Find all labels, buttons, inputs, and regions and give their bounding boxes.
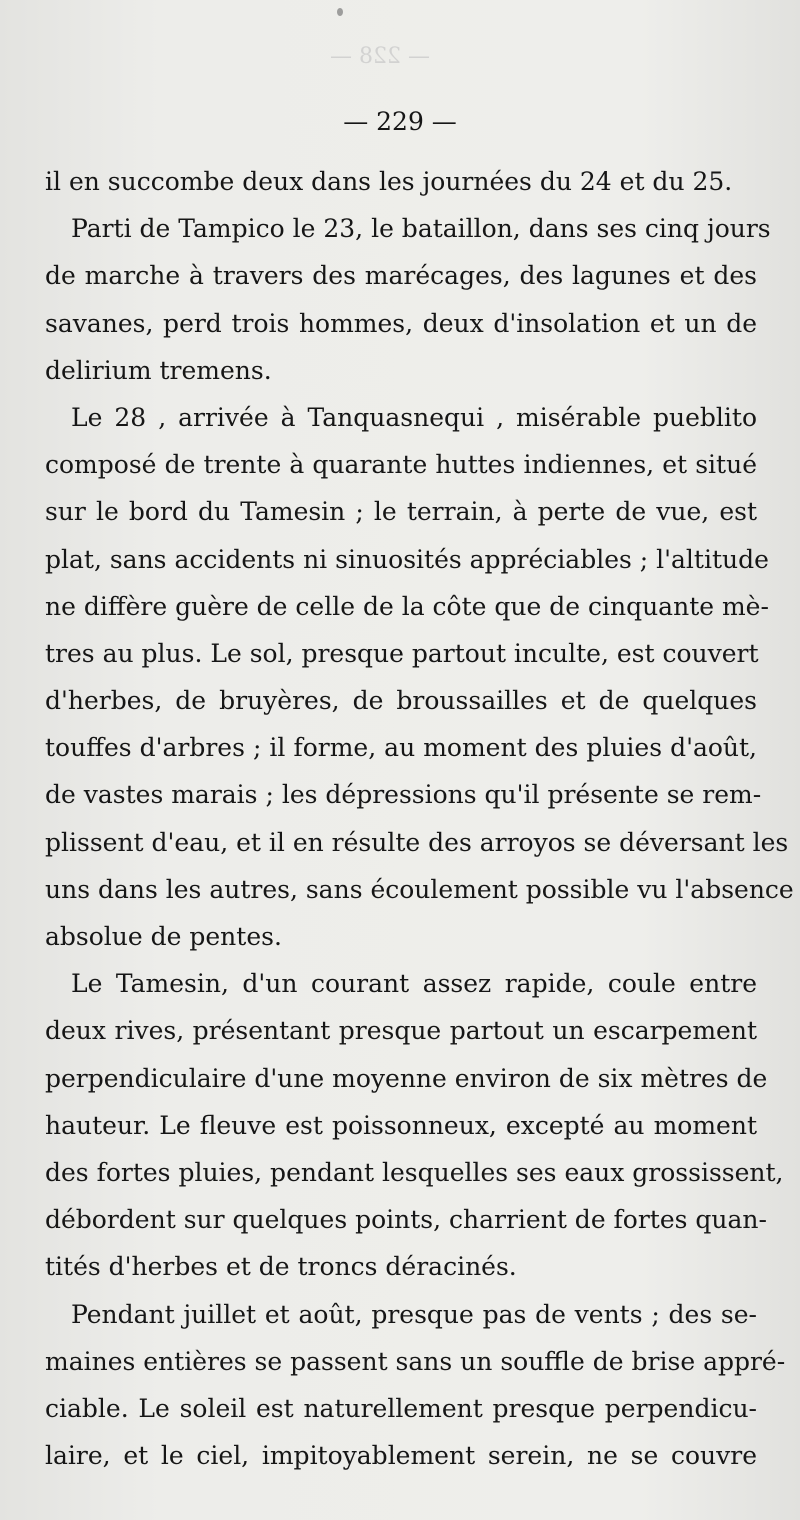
page-number: — 229 — <box>343 107 457 136</box>
text-line: touffes d'arbres ; il forme, au moment des pluies d'août, <box>45 733 757 763</box>
text-line: Le Tamesin, d'un courant assez rapide, coule entre <box>71 969 757 999</box>
text-line: sur le bord du Tamesin ; le terrain, à perte de vue, est <box>45 497 757 527</box>
text-line: d'herbes, de bruyères, de broussailles et de quelques <box>45 686 757 716</box>
text-line: Le 28 , arrivée à Tanquasnequi , misérable pueblito <box>71 402 757 432</box>
text-line: maines entières se passent sans un souffle de brise appré- <box>45 1346 786 1376</box>
bleed-through-page-number: — 228 — <box>330 44 430 69</box>
text-line: ne diffère guère de celle de la côte que de cinquante mè- <box>45 591 769 621</box>
text-line: tités d'herbes et de troncs déracinés. <box>45 1252 517 1282</box>
body-text <box>45 158 794 1479</box>
text-line: composé de trente à quarante huttes indiennes, et situé <box>45 450 757 480</box>
text-line: Pendant juillet et août, presque pas de vents ; des se- <box>71 1299 757 1329</box>
text-line: delirium tremens. <box>45 355 272 385</box>
text-line: savanes, perd trois hommes, deux d'insolation et un de <box>45 308 757 338</box>
text-line: débordent sur quelques points, charrient de fortes quan- <box>45 1205 767 1235</box>
text-line: perpendiculaire d'une moyenne environ de six mètres de <box>45 1063 768 1093</box>
text-line: deux rives, présentant presque partout un escarpement <box>45 1016 757 1046</box>
text-line: laire, et le ciel, impitoyablement serein, ne se couvre <box>45 1441 757 1471</box>
text-line: plat, sans accidents ni sinuosités appréciables ; l'altitude <box>45 544 769 574</box>
text-line: tres au plus. Le sol, presque partout inculte, est couvert <box>45 638 759 668</box>
text-line: ciable. Le soleil est naturellement presque perpendicu- <box>45 1393 757 1423</box>
text-line: des fortes pluies, pendant lesquelles ses eaux grossissent, <box>45 1157 784 1187</box>
text-line: de marche à travers des marécages, des lagunes et des <box>45 261 757 291</box>
text-line: plissent d'eau, et il en résulte des arroyos se déversant les <box>45 827 789 857</box>
text-line: hauteur. Le fleuve est poissonneux, excepté au moment <box>45 1110 757 1140</box>
text-line: Parti de Tampico le 23, le bataillon, dans ses cinq jours <box>71 214 771 244</box>
text-line: uns dans les autres, sans écoulement possible vu l'absence <box>45 874 794 904</box>
text-line: il en succombe deux dans les journées du 24 et du 25. <box>45 167 733 196</box>
text-line: de vastes marais ; les dépressions qu'il présente se rem- <box>45 780 762 810</box>
ink-spot <box>337 8 343 16</box>
text-line: absolue de pentes. <box>45 922 282 951</box>
